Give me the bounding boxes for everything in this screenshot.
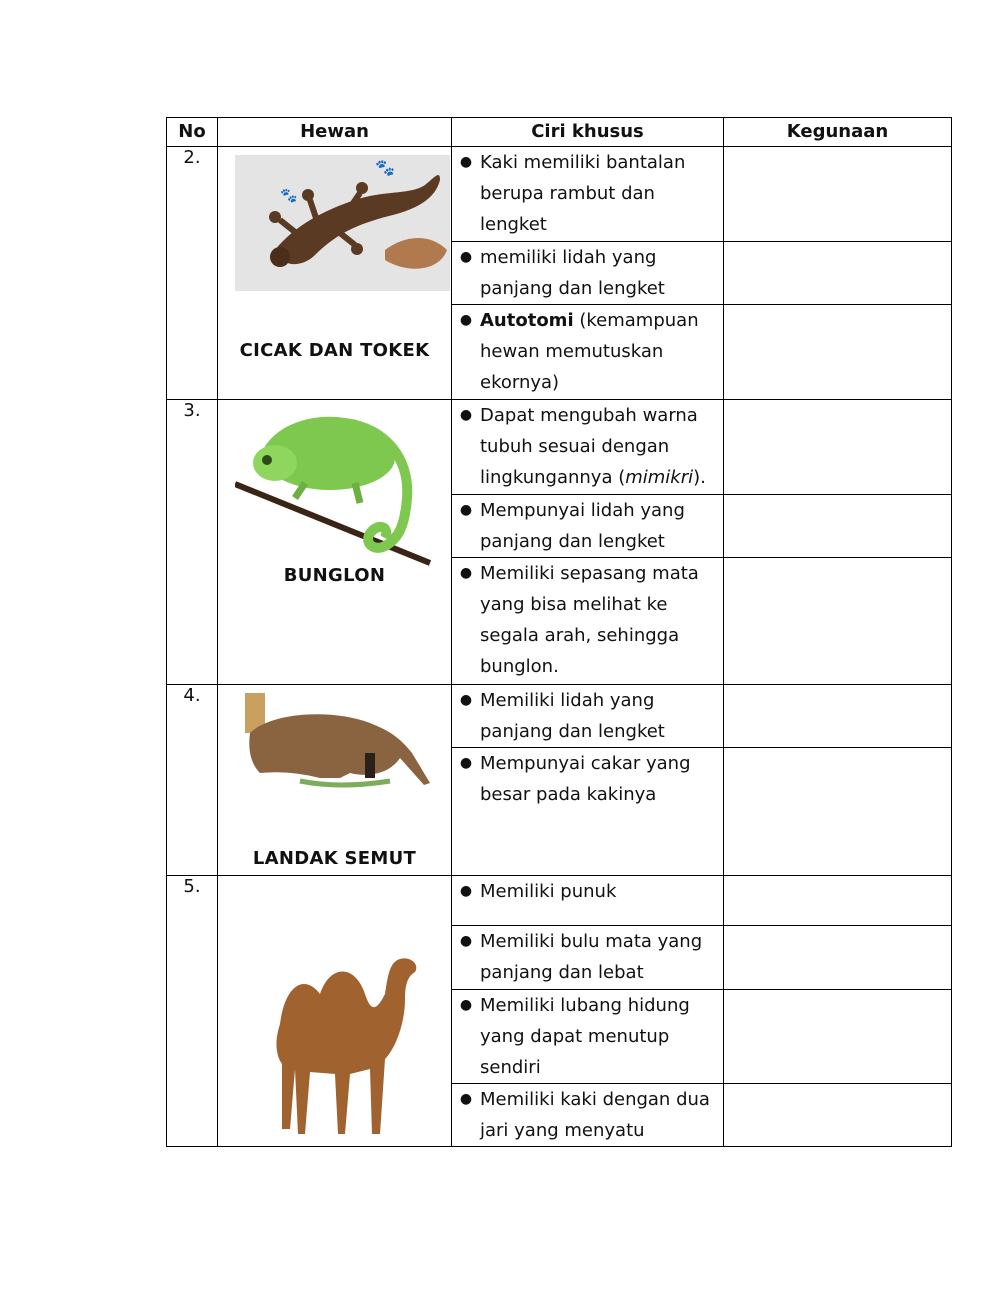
bullet-icon: ●	[459, 755, 473, 771]
use-cell[interactable]	[724, 305, 952, 400]
anteater-image	[240, 693, 435, 793]
animal-name: BUNGLON	[283, 565, 386, 586]
row-number: 3.	[167, 400, 218, 685]
use-cell[interactable]	[724, 1084, 952, 1147]
table-row	[167, 685, 952, 748]
trait-cell: ● Autotomi (kemampuan hewan memutuskan ekornya)	[452, 305, 724, 400]
trait-cell: ● Memiliki lubang hidung yang dapat menutup sendiri	[452, 990, 724, 1084]
use-cell[interactable]	[724, 990, 952, 1084]
row-number: 2.	[167, 147, 218, 400]
camel-image	[260, 954, 420, 1144]
trait-cell: ● Mempunyai cakar yang besar pada kakinya	[452, 748, 724, 876]
worksheet-table	[166, 117, 952, 1147]
trait-cell: ● Memiliki sepasang mata yang bisa melihat ke segala arah, sehingga bunglon.	[452, 558, 724, 685]
animal-cell	[218, 400, 452, 685]
bullet-icon: ●	[459, 154, 473, 170]
animal-cell	[218, 147, 452, 400]
bullet-icon: ●	[459, 407, 473, 423]
trait-cell: ● Mempunyai lidah yang panjang dan lengket	[452, 495, 724, 558]
trait-cell: ● Kaki memiliki bantalan berupa rambut dan lengket	[452, 147, 724, 242]
trait-cell: ● Memiliki bulu mata yang panjang dan lebat	[452, 926, 724, 990]
use-cell[interactable]	[724, 558, 952, 685]
header-traits: Ciri khusus	[452, 118, 724, 147]
bullet-icon: ●	[459, 692, 473, 708]
header-use: Kegunaan	[724, 118, 952, 147]
trait-cell: ● Memiliki kaki dengan dua jari yang menyatu	[452, 1084, 724, 1147]
bullet-icon: ●	[459, 249, 473, 265]
trait-cell: ● Memiliki lidah yang panjang dan lengket	[452, 685, 724, 748]
animal-cell	[218, 685, 452, 876]
use-cell[interactable]	[724, 242, 952, 305]
animal-name: LANDAK SEMUT	[252, 848, 417, 869]
use-cell[interactable]	[724, 748, 952, 876]
bullet-icon: ●	[459, 933, 473, 949]
bullet-icon: ●	[459, 502, 473, 518]
row-number: 5.	[167, 876, 218, 1147]
use-cell[interactable]	[724, 147, 952, 242]
header-row	[167, 118, 952, 147]
use-cell[interactable]	[724, 926, 952, 990]
bullet-icon: ●	[459, 1091, 473, 1107]
row-number: 4.	[167, 685, 218, 876]
table-row	[167, 876, 952, 926]
animal-cell	[218, 876, 452, 1147]
svg-text:🐾: 🐾	[375, 158, 395, 177]
trait-cell: ● Dapat mengubah warna tubuh sesuai dengan lingkungannya (mimikri).	[452, 400, 724, 495]
use-cell[interactable]	[724, 400, 952, 495]
trait-cell: ● Memiliki punuk	[452, 876, 724, 926]
chameleon-image	[235, 408, 435, 568]
bullet-icon: ●	[459, 883, 473, 899]
use-cell[interactable]	[724, 495, 952, 558]
use-cell[interactable]	[724, 876, 952, 926]
header-no: No	[167, 118, 218, 147]
animal-name: CICAK DAN TOKEK	[239, 340, 430, 361]
bullet-icon: ●	[459, 565, 473, 581]
bullet-icon: ●	[459, 312, 473, 328]
table-row	[167, 147, 952, 242]
bullet-icon: ●	[459, 997, 473, 1013]
gecko-image	[235, 155, 450, 291]
header-animal: Hewan	[218, 118, 452, 147]
trait-cell: ● memiliki lidah yang panjang dan lengket	[452, 242, 724, 305]
use-cell[interactable]	[724, 685, 952, 748]
table-row	[167, 400, 952, 495]
svg-text:🐾: 🐾	[280, 188, 298, 204]
